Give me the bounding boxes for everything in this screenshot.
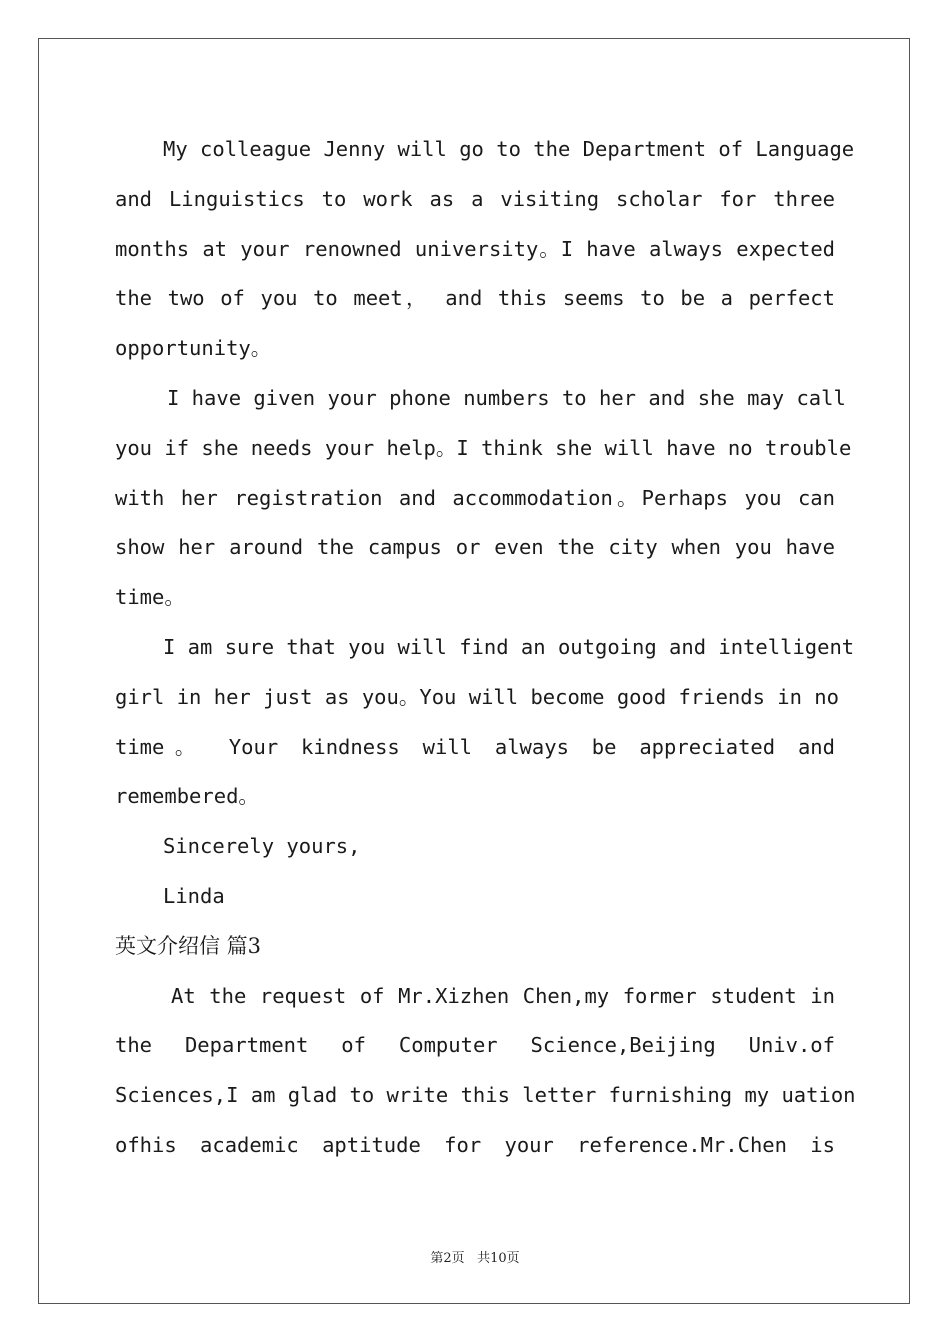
paragraph-line: months at your renowned university。I have always expected: [115, 236, 835, 261]
paragraph-line: the Department of Computer Science,Beijing Univ.of: [115, 1033, 835, 1058]
paragraph-line: girl in her just as you。You will become good friends in no: [115, 684, 839, 709]
letter-closing: Sincerely yours,: [163, 834, 361, 859]
paragraph-line: time。: [115, 585, 185, 610]
document-body: [115, 125, 856, 1171]
page-total: 共10页: [477, 1251, 520, 1266]
paragraph-line: My colleague Jenny will go to the Department of Language: [163, 137, 855, 161]
paragraph-line: opportunity。: [115, 336, 272, 361]
paragraph-line: Sciences,I am glad to write this letter furnishing my uation: [115, 1083, 856, 1108]
paragraph-line: At the request of Mr.Xizhen Chen,my former student in: [171, 983, 835, 1008]
section-heading: 英文介绍信 篇3: [115, 933, 262, 958]
page-number: 第2页: [430, 1251, 465, 1266]
paragraph-line: and Linguistics to work as a visiting scholar for three: [115, 186, 835, 211]
page-footer: [0, 1247, 950, 1266]
paragraph-line: I am sure that you will find an outgoing and intelligent: [163, 634, 855, 659]
paragraph-line: time。 Your kindness will always be appreciated and: [115, 734, 835, 759]
paragraph-line: show her around the campus or even the city when you have: [115, 535, 835, 560]
paragraph-line: remembered。: [115, 784, 259, 809]
paragraph-line: with her registration and accommodation。Perhaps you can: [115, 485, 835, 510]
paragraph-line: the two of you to meet， and this seems to be a perfect: [115, 286, 835, 311]
paragraph-line: you if she needs your help。I think she will have no trouble: [115, 435, 852, 460]
letter-signature: Linda: [163, 883, 225, 908]
paragraph-line: ofhis academic aptitude for your reference.Mr.Chen is: [115, 1132, 835, 1157]
paragraph-line: I have given your phone numbers to her and she may call: [167, 385, 846, 410]
